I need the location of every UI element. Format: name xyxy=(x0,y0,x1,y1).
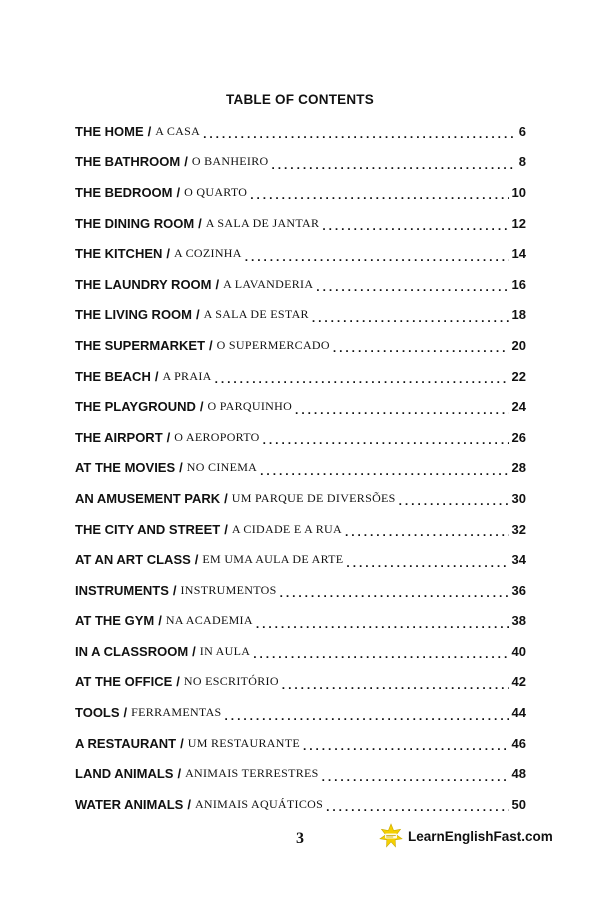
toc-entry xyxy=(75,391,526,422)
toc-entry xyxy=(75,300,526,331)
toc-entry-leader-dots xyxy=(272,156,516,170)
toc-entry-leader-dots xyxy=(322,217,508,231)
toc-entry xyxy=(75,728,526,759)
star-logo-icon xyxy=(378,823,404,849)
toc-entry-separator: / xyxy=(209,337,213,353)
brand xyxy=(378,822,553,850)
toc-entry-portuguese: EM UMA AULA DE ARTE xyxy=(202,552,344,567)
toc-entry-english: THE BATHROOM xyxy=(75,154,181,170)
toc-entry-page-number: 32 xyxy=(511,521,526,537)
toc-entry-leader-dots xyxy=(215,370,509,384)
toc-entry-portuguese: O SUPERMERCADO xyxy=(216,337,330,352)
toc-entry-english: AT THE GYM xyxy=(75,613,155,629)
toc-entry-leader-dots xyxy=(280,584,509,598)
toc-entry-leader-dots xyxy=(333,339,509,353)
toc-entry-portuguese: A SALA DE JANTAR xyxy=(205,215,320,230)
toc-entry-portuguese: IN AULA xyxy=(199,643,251,658)
toc-entry xyxy=(75,453,526,484)
toc-entry-leader-dots xyxy=(399,492,509,506)
toc-entry-english: AT AN ART CLASS xyxy=(75,552,191,568)
toc-entry-leader-dots xyxy=(253,645,508,659)
toc-entry-english: THE CITY AND STREET xyxy=(75,521,221,537)
toc-entry-leader-dots xyxy=(250,186,508,200)
toc-entry-separator: / xyxy=(180,735,184,751)
toc-entry xyxy=(75,575,526,606)
toc-entry-separator: / xyxy=(192,643,196,659)
toc-entry-leader-dots xyxy=(263,431,509,445)
toc-entry-leader-dots xyxy=(245,248,509,262)
toc-entry-portuguese: O AEROPORTO xyxy=(174,429,260,444)
toc-entry-english: THE LAUNDRY ROOM xyxy=(75,276,212,292)
toc-entry-leader-dots xyxy=(303,737,509,751)
toc-entry-portuguese: A CASA xyxy=(155,123,201,138)
toc-entry-page-number: 24 xyxy=(511,399,526,415)
toc-entry xyxy=(75,606,526,637)
toc-entry-separator: / xyxy=(184,154,188,170)
toc-entry-portuguese: A CIDADE E A RUA xyxy=(231,521,342,536)
toc-entry-separator: / xyxy=(224,490,228,506)
toc-entry-separator: / xyxy=(224,521,228,537)
toc-entry xyxy=(75,758,526,789)
toc-entry-portuguese: NO ESCRITÓRIO xyxy=(183,674,279,689)
toc-entry-page-number: 34 xyxy=(511,552,526,568)
toc-list xyxy=(75,116,526,820)
toc-entry xyxy=(75,483,526,514)
toc-entry-separator: / xyxy=(158,613,162,629)
toc-entry xyxy=(75,789,526,820)
toc-entry xyxy=(75,116,526,147)
toc-entry-separator: / xyxy=(179,460,183,476)
toc-entry-portuguese: O BANHEIRO xyxy=(191,154,269,169)
toc-entry-page-number: 26 xyxy=(511,429,526,445)
toc-entry-english: THE AIRPORT xyxy=(75,429,163,445)
toc-entry-separator: / xyxy=(172,582,177,598)
toc-entry-separator: / xyxy=(198,215,202,231)
toc-entry-page-number: 36 xyxy=(511,582,526,598)
toc-entry-leader-dots xyxy=(260,462,508,476)
toc-entry-english: THE SUPERMARKET xyxy=(75,337,206,353)
toc-entry-english: THE HOME xyxy=(75,123,144,139)
toc-entry-english: LAND ANIMALS xyxy=(75,766,174,782)
toc-entry-english: IN A CLASSROOM xyxy=(75,643,189,659)
toc-entry-portuguese: A COZINHA xyxy=(174,246,242,261)
toc-entry-portuguese: O PARQUINHO xyxy=(207,399,293,414)
toc-entry-english: THE DINING ROOM xyxy=(75,215,195,231)
page-number: 3 xyxy=(296,830,304,847)
toc-entry xyxy=(75,238,526,269)
toc-entry-leader-dots xyxy=(225,707,509,721)
toc-entry-portuguese: NA ACADEMIA xyxy=(165,613,253,628)
toc-entry-leader-dots xyxy=(322,768,509,782)
toc-entry-page-number: 14 xyxy=(511,246,526,262)
toc-entry-page-number: 8 xyxy=(518,154,526,170)
toc-entry xyxy=(75,361,526,392)
toc-entry xyxy=(75,667,526,698)
toc-entry-portuguese: ANIMAIS AQUÁTICOS xyxy=(194,796,324,811)
toc-entry-page-number: 38 xyxy=(511,613,526,629)
toc-entry-english: TOOLS xyxy=(75,705,120,721)
toc-entry-english: WATER ANIMALS xyxy=(75,796,184,812)
toc-entry-page-number: 12 xyxy=(511,215,526,231)
toc-title: TABLE OF CONTENTS xyxy=(226,92,374,107)
toc-entry-page-number: 18 xyxy=(511,307,526,323)
toc-entry-english: A RESTAURANT xyxy=(75,735,177,751)
toc-entry-page-number: 50 xyxy=(511,796,526,812)
toc-entry-separator: / xyxy=(199,399,204,415)
toc-entry-page-number: 40 xyxy=(511,643,526,659)
toc-entry-leader-dots xyxy=(346,554,508,568)
toc-entry-portuguese: INSTRUMENTOS xyxy=(180,582,277,597)
toc-entry-page-number: 6 xyxy=(518,123,526,139)
toc-entry-portuguese: UM PARQUE DE DIVERSÕES xyxy=(231,490,396,505)
toc-entry-portuguese: A PRAIA xyxy=(162,368,212,383)
toc-entry-separator: / xyxy=(166,429,171,445)
toc-entry-separator: / xyxy=(154,368,159,384)
toc-entry-separator: / xyxy=(166,246,171,262)
toc-entry-page-number: 20 xyxy=(511,337,526,353)
toc-entry xyxy=(75,208,526,239)
toc-entry-separator: / xyxy=(215,276,220,292)
toc-entry-leader-dots xyxy=(256,615,509,629)
toc-entry-page-number: 22 xyxy=(511,368,526,384)
toc-entry-english: INSTRUMENTS xyxy=(75,582,169,598)
toc-entry-english: THE KITCHEN xyxy=(75,246,163,262)
toc-entry-english: AT THE MOVIES xyxy=(75,460,176,476)
toc-entry-leader-dots xyxy=(326,798,508,812)
toc-entry xyxy=(75,697,526,728)
toc-entry xyxy=(75,147,526,178)
toc-entry-separator: / xyxy=(177,766,182,782)
toc-entry-english: THE LIVING ROOM xyxy=(75,307,192,323)
toc-entry xyxy=(75,177,526,208)
toc-entry-separator: / xyxy=(196,307,200,323)
toc-entry-separator: / xyxy=(147,123,152,139)
toc-entry-english: AN AMUSEMENT PARK xyxy=(75,490,221,506)
toc-entry-separator: / xyxy=(194,552,199,568)
toc-entry-page-number: 28 xyxy=(511,460,526,476)
toc-entry-leader-dots xyxy=(203,125,516,139)
toc-entry-leader-dots xyxy=(295,401,508,415)
toc-entry-separator: / xyxy=(176,674,180,690)
toc-entry-portuguese: FERRAMENTAS xyxy=(131,705,222,720)
toc-entry xyxy=(75,514,526,545)
toc-entry-page-number: 10 xyxy=(511,184,526,200)
toc-entry-portuguese: A LAVANDERIA xyxy=(223,276,314,291)
toc-entry-english: THE PLAYGROUND xyxy=(75,399,196,415)
toc-entry-portuguese: O QUARTO xyxy=(184,184,248,199)
toc-entry-separator: / xyxy=(187,796,191,812)
toc-entry-english: THE BEACH xyxy=(75,368,151,384)
toc-entry-leader-dots xyxy=(312,309,509,323)
toc-entry-english: THE BEDROOM xyxy=(75,184,173,200)
toc-entry-page-number: 16 xyxy=(511,276,526,292)
toc-entry-leader-dots xyxy=(316,278,508,292)
toc-entry-portuguese: UM RESTAURANTE xyxy=(187,735,300,750)
toc-entry-separator: / xyxy=(176,184,181,200)
toc-entry-page-number: 48 xyxy=(511,766,526,782)
toc-entry-portuguese: NO CINEMA xyxy=(186,460,258,475)
toc-entry-page-number: 44 xyxy=(511,705,526,721)
toc-entry xyxy=(75,544,526,575)
toc-entry-portuguese: ANIMAIS TERRESTRES xyxy=(185,766,319,781)
toc-entry-page-number: 30 xyxy=(511,490,526,506)
toc-entry-leader-dots xyxy=(282,676,509,690)
toc-entry xyxy=(75,330,526,361)
toc-entry xyxy=(75,269,526,300)
toc-entry-leader-dots xyxy=(345,523,509,537)
toc-entry-page-number: 46 xyxy=(511,735,526,751)
toc-entry xyxy=(75,636,526,667)
toc-entry xyxy=(75,422,526,453)
toc-entry-page-number: 42 xyxy=(511,674,526,690)
toc-entry-english: AT THE OFFICE xyxy=(75,674,173,690)
toc-entry-portuguese: A SALA DE ESTAR xyxy=(203,307,309,322)
toc-entry-separator: / xyxy=(123,705,128,721)
brand-name: LearnEnglishFast.com xyxy=(408,828,553,844)
